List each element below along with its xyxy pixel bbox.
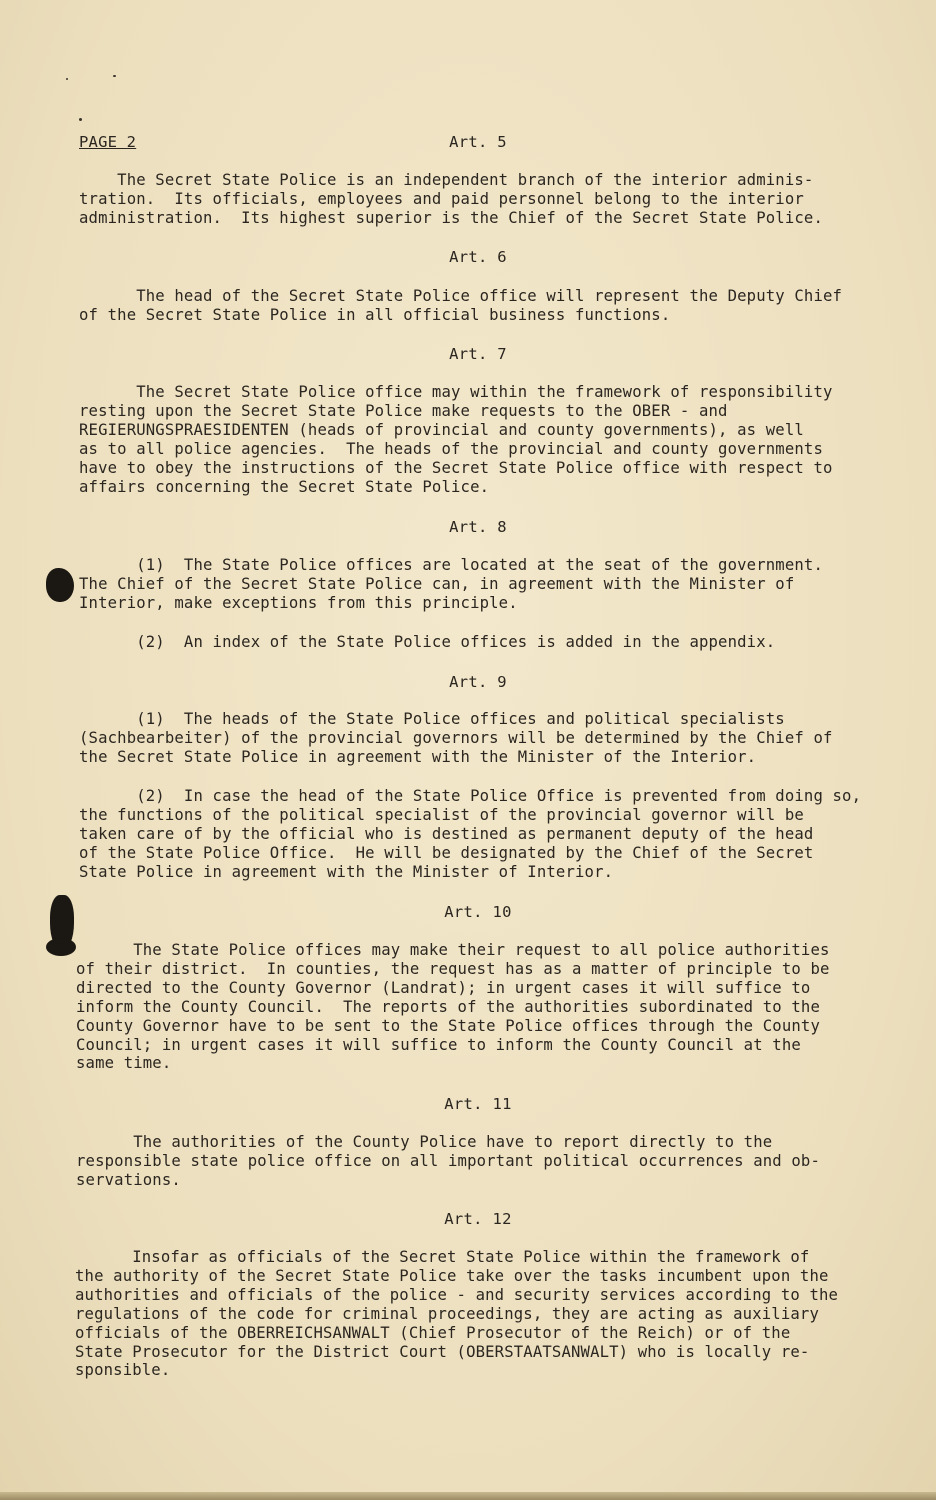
article-paragraph: Insofar as officials of the Secret State Police within the framework of the authority of the Secret State Police take over the tasks incumbent upon the authorities and officials of the police - and security services according to the regulations of the code for criminal proceedings, they are acting as auxiliary officials of the OBERREICHSANWALT (Chief Prosecutor of the Reich) or of the State Prosecutor for the District Court (OBERSTAATSANWALT) who is locally re- sponsible.: [75, 1248, 839, 1380]
ink-speck: [113, 75, 116, 77]
article-paragraph: The Secret State Police office may within the framework of responsibility resting upon the Secret State Police make requests to the OBER - and REGIERUNGSPRAESIDENTEN (heads of provincial and county governments), as well as to all police agencies. The heads of the provincial and county governments have to obey the instructions of the Secret State Police office with respect to affairs concerning the Secret State Police.: [79, 383, 833, 496]
article-paragraph: The authorities of the County Police have to report directly to the responsible state police office on all important political occurrences and ob- servations.: [76, 1133, 820, 1189]
article-paragraph: (2) In case the head of the State Police Office is prevented from doing so, the functions of the political specialist of the provincial governor will be taken care of by the official who is destined as permanent deputy of the head of the State Police Office. He will be designated by the Chief of the Secret State Police in agreement with the Minister of Interior.: [79, 787, 862, 881]
article-paragraph: (1) The heads of the State Police offices and political specialists (Sachbearbeiter) of the provincial governors will be determined by the Chief of the Secret State Police in agreement with the Minister of the Interior.: [79, 710, 833, 766]
article-paragraph: (1) The State Police offices are located at the seat of the government. The Chief of the Secret State Police can, in agreement with the Minister of Interior, make exceptions from this principle.: [79, 556, 823, 612]
page-number: PAGE 2: [79, 133, 137, 151]
article-heading: Art. 11: [444, 1095, 512, 1113]
article-heading: Art. 7: [449, 345, 507, 363]
article-heading: Art. 8: [449, 518, 507, 536]
article-heading: Art. 6: [449, 248, 507, 266]
article-paragraph: The head of the Secret State Police office will represent the Deputy Chief of the Secret State Police in all official business functions.: [79, 287, 843, 324]
punch-hole: [46, 568, 74, 602]
article-heading: Art. 5: [449, 133, 507, 151]
article-heading: Art. 10: [444, 903, 512, 921]
article-paragraph: The State Police offices may make their request to all police authorities of their district. In counties, the request has as a matter of principle to be directed to the County Governor (Landrat); in urgent cases it will suffice to inform the County Council. The reports of the authorities subordinated to the County Governor have to be sent to the State Police offices through the County Council; in urgent cases it will suffice to inform the County Council at the same time.: [76, 941, 830, 1073]
article-paragraph: The Secret State Police is an independent branch of the interior adminis- tration. Its officials, employees and paid personnel belong to the interior administration. Its highest superior is the Chief of the Secret State Police.: [79, 171, 823, 227]
article-heading: Art. 12: [444, 1210, 512, 1228]
article-heading: Art. 9: [449, 673, 507, 691]
punch-hole: [46, 938, 76, 956]
article-paragraph: (2) An index of the State Police offices is added in the appendix.: [79, 633, 776, 651]
page-edge-shadow: [0, 1492, 936, 1500]
ink-speck: [66, 78, 68, 80]
ink-speck: [79, 118, 82, 121]
